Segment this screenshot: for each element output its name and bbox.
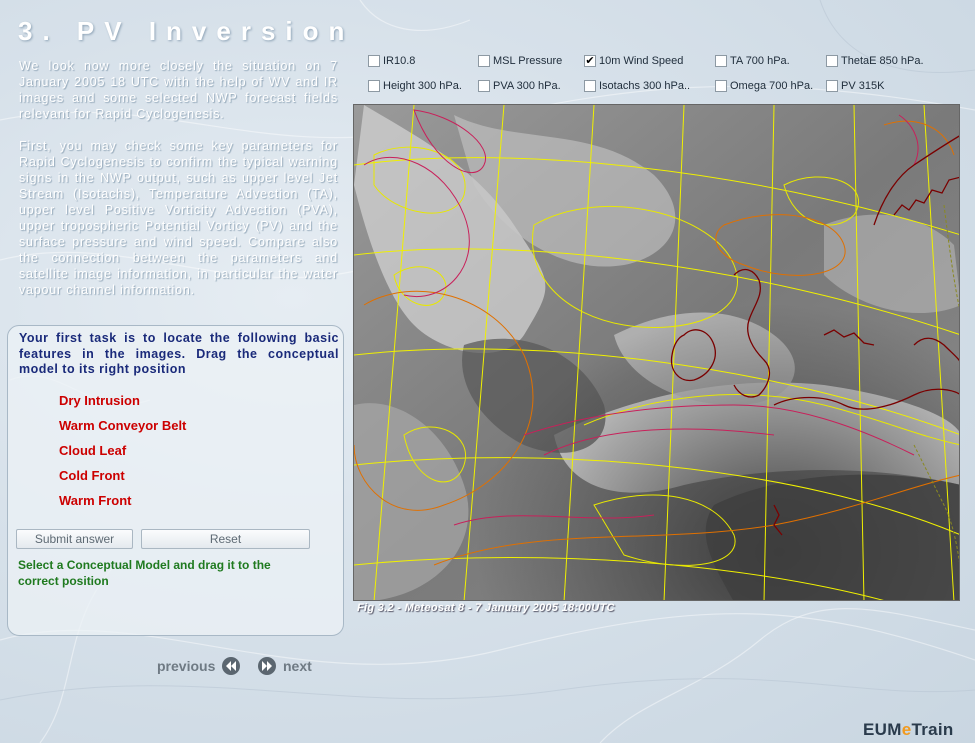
layer-checkbox[interactable] [826,80,838,92]
map-caption: Fig 3.2 - Meteosat 8 - 7 January 2005 18:00UTC [357,602,615,614]
next-button[interactable] [257,654,312,678]
layer-label: TA 700 hPa. [730,55,790,67]
layer-checkbox[interactable] [478,80,490,92]
page-title: 3. PV Inversion [18,16,355,46]
intro-paragraph: First, you may check some key parameters for Rapid Cyclogenesis to confirm the typical warning signs in the NWP output, such as upper level Jet Stream (Isotachs), Temperature Advection (TA), upper level Positive Vorticity Advection (PVA), upper tropospheric Potential Vorticy (PV) and the surface pressure and wind speed. Compare also the connection between the parameters and satellite image information, in particular the water vapour channel information. [19,139,338,297]
previous-label: previous [157,658,216,674]
layer-label: Omega 700 hPa. [730,80,814,92]
layer-label: Height 300 hPa. [383,80,462,92]
layer-isotachs-300[interactable] [584,77,690,95]
intro-text [19,58,338,314]
layer-checkbox[interactable]: ✔ [585,55,595,67]
layer-label: MSL Pressure [493,55,563,67]
layer-pv-315k[interactable] [826,77,884,95]
satellite-image[interactable] [353,104,960,601]
layer-msl-pressure[interactable] [478,52,562,70]
layer-checkbox[interactable] [478,55,490,67]
cm-dry-intrusion[interactable]: Dry Intrusion [59,393,140,408]
cm-warm-front[interactable]: Warm Front [59,493,132,508]
cm-cold-front[interactable]: Cold Front [59,468,125,483]
layer-label: PV 315K [841,80,885,92]
layer-checkbox[interactable] [715,55,727,67]
layer-checkbox[interactable] [584,80,596,92]
submit-answer-button[interactable]: Submit answer [16,529,133,549]
layer-selector [368,52,968,102]
layer-checkbox[interactable] [368,80,380,92]
layer-pva-300[interactable] [478,77,561,95]
layer-ir108[interactable] [368,52,415,70]
status-message: Select a Conceptual Model and drag it to the correct position [18,558,271,588]
cm-cloud-leaf[interactable]: Cloud Leaf [59,443,127,458]
layer-label: 10m Wind Speed [599,55,684,67]
cm-warm-conveyor-belt[interactable]: Warm Conveyor Belt [59,418,187,433]
layer-omega-700[interactable] [715,77,813,95]
previous-button[interactable] [157,654,241,678]
intro-paragraph: We look now more closely the situation on 7 January 2005 18 UTC with the help of WV and IR images and some selected NWP forecast fields relevant for Rapid Cyclogenesis. [19,59,338,121]
layer-10m-wind-speed[interactable] [584,52,683,70]
task-instructions: Your first task is to locate the following basic features in the images. Drag the conceptual model to its right position [19,331,339,376]
task-panel [7,325,344,636]
reset-button[interactable]: Reset [141,529,310,549]
layer-label: IR10.8 [383,55,416,67]
layer-thetae-850[interactable] [826,52,924,70]
fast-forward-icon [257,656,277,676]
layer-label: PVA 300 hPa. [493,80,561,92]
layer-label: Isotachs 300 hPa.. [599,80,691,92]
layer-checkbox[interactable] [368,55,380,67]
layer-checkbox[interactable] [715,80,727,92]
next-label: next [283,658,312,674]
layer-height-300[interactable] [368,77,462,95]
layer-checkbox[interactable] [826,55,838,67]
layer-label: ThetaE 850 hPa. [841,55,924,67]
conceptual-model-list [59,392,186,517]
satellite-image-drawing [354,105,960,601]
layer-ta-700[interactable] [715,52,790,70]
rewind-icon [221,656,241,676]
eumetrain-logo[interactable]: EUMeTrain [863,720,954,739]
